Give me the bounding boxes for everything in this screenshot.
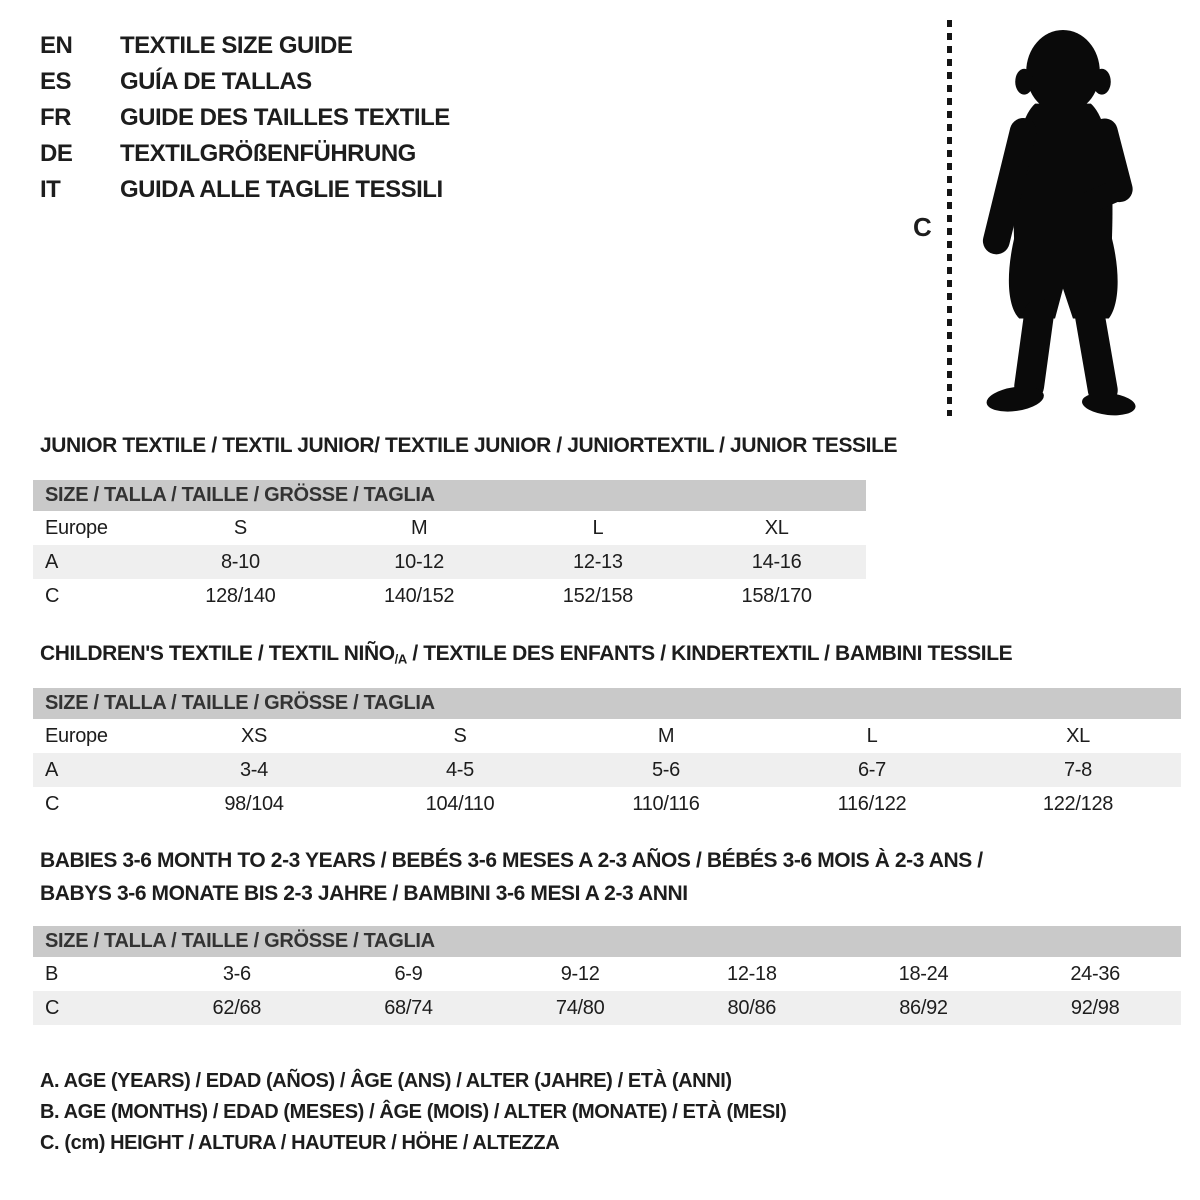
language-code: ES xyxy=(40,68,72,95)
babies-section-title-line1: BABIES 3-6 MONTH TO 2-3 YEARS / BEBÉS 3-6 MESES A 2-3 AÑOS / BÉBÉS 3-6 MOIS À 2-3 ANS / xyxy=(40,849,983,872)
table-row xyxy=(33,579,866,613)
guide-title: GUIDE DES TAILLES TEXTILE xyxy=(120,104,450,131)
row-label: C xyxy=(45,996,60,1019)
age-cell: 7-8 xyxy=(1063,758,1092,781)
height-cell: 74/80 xyxy=(555,996,605,1019)
height-cell: 104/110 xyxy=(425,792,495,815)
height-cell: 158/170 xyxy=(741,584,812,607)
age-cell: 12-13 xyxy=(573,550,623,573)
height-cell: 68/74 xyxy=(384,996,433,1019)
list-item xyxy=(40,64,450,100)
children-title-prefix: CHILDREN'S TEXTILE / TEXTIL NIÑO xyxy=(40,642,395,665)
language-code: EN xyxy=(40,32,73,59)
height-cell: 140/152 xyxy=(384,584,455,607)
table-row xyxy=(33,787,1181,821)
table-row xyxy=(33,957,1181,991)
toddler-silhouette-icon xyxy=(963,20,1163,418)
list-item xyxy=(40,136,450,172)
size-cell: XS xyxy=(240,724,268,747)
language-code: IT xyxy=(40,176,61,203)
height-cell: 116/122 xyxy=(837,792,907,815)
legend-line-a: A. AGE (YEARS) / EDAD (AÑOS) / ÂGE (ANS) / ALTER (JAHRE) / ETÀ (ANNI) xyxy=(40,1070,732,1092)
age-cell: 5-6 xyxy=(651,758,680,781)
size-cell: S xyxy=(453,724,467,747)
height-cell: 62/68 xyxy=(212,996,262,1019)
months-cell: 18-24 xyxy=(898,962,949,985)
measurement-legend xyxy=(40,1066,786,1159)
row-label: B xyxy=(45,962,59,985)
age-cell: 8-10 xyxy=(220,550,260,573)
size-cell: M xyxy=(410,516,428,539)
size-cell: L xyxy=(866,724,878,747)
height-cell: 128/140 xyxy=(205,584,276,607)
row-label: A xyxy=(45,550,59,573)
row-label: Europe xyxy=(45,516,108,539)
guide-title: TEXTILE SIZE GUIDE xyxy=(120,32,353,59)
table-row xyxy=(33,753,1181,787)
height-cell: 122/128 xyxy=(1042,792,1114,815)
height-dashed-line-icon xyxy=(947,20,952,416)
size-cell: XL xyxy=(1066,724,1090,747)
legend-line-c: C. (cm) HEIGHT / ALTURA / HAUTEUR / HÖHE / ALTEZZA xyxy=(40,1132,560,1154)
size-cell: XL xyxy=(764,516,789,539)
size-header-bar: SIZE / TALLA / TAILLE / GRÖSSE / TAGLIA xyxy=(33,926,1181,957)
children-section-title xyxy=(40,642,1012,666)
children-title-suffix: / TEXTILE DES ENFANTS / KINDERTEXTIL / BAMBINI TESSILE xyxy=(406,642,1013,665)
list-item xyxy=(40,172,450,208)
language-code: FR xyxy=(40,104,71,131)
guide-title: GUIDA ALLE TAGLIE TESSILI xyxy=(120,176,443,203)
junior-size-table xyxy=(33,480,866,613)
language-title-list xyxy=(40,28,450,208)
size-cell: S xyxy=(233,516,247,539)
height-cell: 110/116 xyxy=(632,792,700,815)
babies-size-table xyxy=(33,926,1181,1025)
guide-title: TEXTILGRÖßENFÜHRUNG xyxy=(120,140,416,167)
height-cell: 80/86 xyxy=(727,996,777,1019)
size-cell: M xyxy=(657,724,675,747)
height-cell: 98/104 xyxy=(224,792,284,815)
height-measure-label: C xyxy=(913,212,932,242)
table-row xyxy=(33,511,866,545)
months-cell: 12-18 xyxy=(727,962,777,985)
list-item xyxy=(40,28,450,64)
size-cell: L xyxy=(592,516,604,539)
height-cell: 86/92 xyxy=(899,996,948,1019)
age-cell: 4-5 xyxy=(445,758,474,781)
junior-section-title: JUNIOR TEXTILE / TEXTIL JUNIOR/ TEXTILE JUNIOR / JUNIORTEXTIL / JUNIOR TESSILE xyxy=(40,434,898,457)
size-header-bar: SIZE / TALLA / TAILLE / GRÖSSE / TAGLIA xyxy=(33,480,866,511)
list-item xyxy=(40,100,450,136)
table-row xyxy=(33,991,1181,1025)
months-cell: 6-9 xyxy=(394,962,423,985)
months-cell: 24-36 xyxy=(1070,962,1120,985)
row-label: C xyxy=(45,792,60,815)
months-cell: 3-6 xyxy=(222,962,251,985)
language-code: DE xyxy=(40,140,73,167)
children-size-table xyxy=(33,688,1181,821)
age-cell: 3-4 xyxy=(239,758,268,781)
legend-line-b: B. AGE (MONTHS) / EDAD (MESES) / ÂGE (MOIS) / ALTER (MONATE) / ETÀ (MESI) xyxy=(40,1101,787,1123)
age-cell: 10-12 xyxy=(394,550,444,573)
height-cell: 152/158 xyxy=(562,584,633,607)
age-cell: 14-16 xyxy=(751,550,802,573)
size-header-bar: SIZE / TALLA / TAILLE / GRÖSSE / TAGLIA xyxy=(33,688,1181,719)
table-row xyxy=(33,545,866,579)
children-title-subscript: /A xyxy=(394,651,407,667)
months-cell: 9-12 xyxy=(560,962,600,985)
babies-section-title-line2: BABYS 3-6 MONATE BIS 2-3 JAHRE / BAMBINI 3-6 MESI A 2-3 ANNI xyxy=(40,882,688,905)
row-label: Europe xyxy=(45,724,108,747)
guide-title: GUÍA DE TALLAS xyxy=(120,68,312,95)
row-label: C xyxy=(45,584,60,607)
height-cell: 92/98 xyxy=(1070,996,1120,1019)
table-row xyxy=(33,719,1181,753)
age-cell: 6-7 xyxy=(857,758,886,781)
row-label: A xyxy=(45,758,59,781)
